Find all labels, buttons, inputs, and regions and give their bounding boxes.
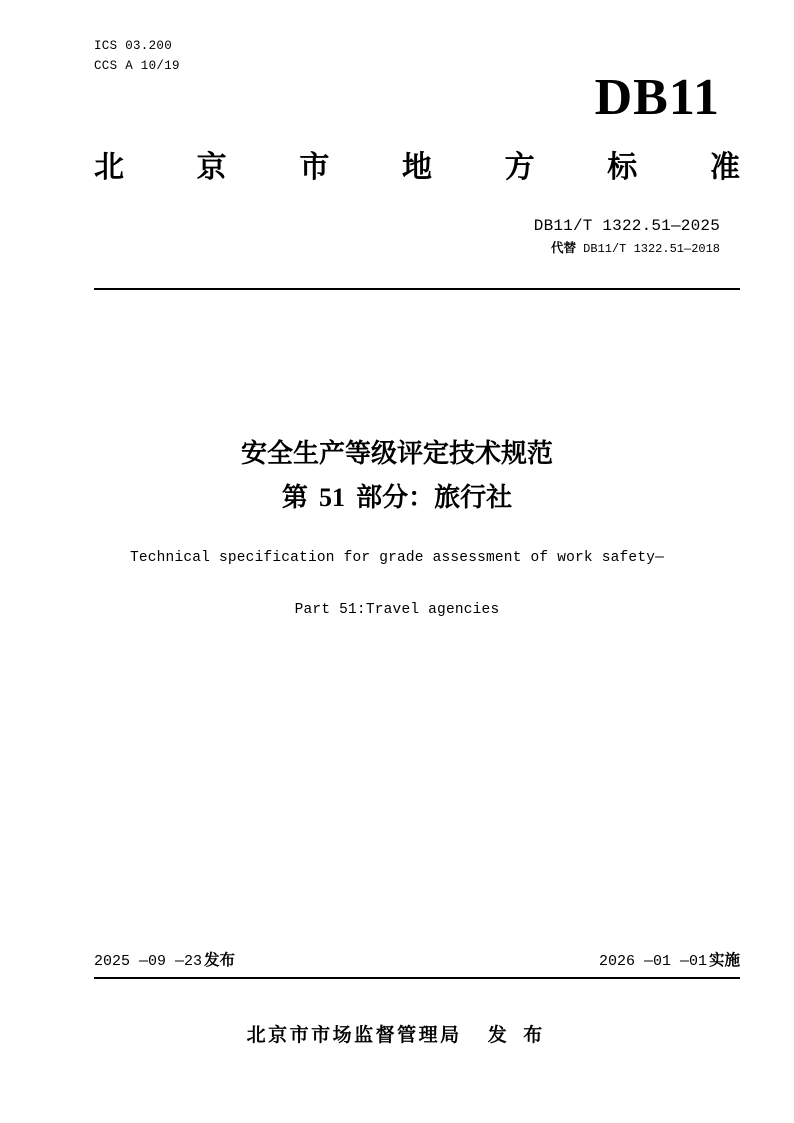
standard-type-heading [94,148,740,188]
english-title-line2: Part 51:Travel agencies [294,602,500,618]
ccs-code: CCS A 10/19 [94,59,180,73]
replaces-number: DB11/T 1322.51—2018 [583,242,720,256]
standard-type-char-6: 准 [709,150,740,185]
page-title-line1: 安全生产等级评定技术规范 [240,439,553,469]
footer-divider [94,977,740,979]
issue-date-group [94,948,235,970]
header-divider [94,288,740,290]
effective-date: 2026 —01 —01 [598,953,707,970]
page-title-part-suffix: 部分：旅行社 [356,483,513,513]
issue-date: 2025 —09 —23 [94,953,203,970]
standard-type-char-1: 京 [196,150,227,185]
issue-label: 发布 [204,951,236,969]
replaces-label: 代替 [550,240,576,255]
page-title-line2 [0,476,794,520]
db11-logo: DB11 [594,69,720,126]
english-title-line1: Technical specification for grade assessment of work safety— [129,550,665,566]
ics-code: ICS 03.200 [94,39,173,53]
page-title-part-number: 51 [319,483,345,512]
effective-date-group [599,948,740,970]
replaces-line [534,239,720,258]
issuer-line [0,1020,794,1047]
standard-type-char-5: 标 [607,150,638,185]
standard-type-char-4: 方 [504,150,535,185]
page-title [0,432,794,520]
standard-type-char-2: 市 [299,150,330,185]
standard-type-char-3: 地 [401,150,432,185]
issuer-name: 北京市市场监督管理局 [246,1024,462,1046]
standard-number-block [534,215,720,258]
page-title-part-prefix: 第 [281,483,308,513]
classification-codes [94,36,180,76]
effective-label: 实施 [708,951,740,969]
issuer-publish-label: 发 布 [487,1024,548,1046]
dates-row [94,948,740,970]
standard-number: DB11/T 1322.51—2025 [533,217,720,235]
english-title [0,545,794,623]
standard-type-char-0: 北 [94,150,124,185]
